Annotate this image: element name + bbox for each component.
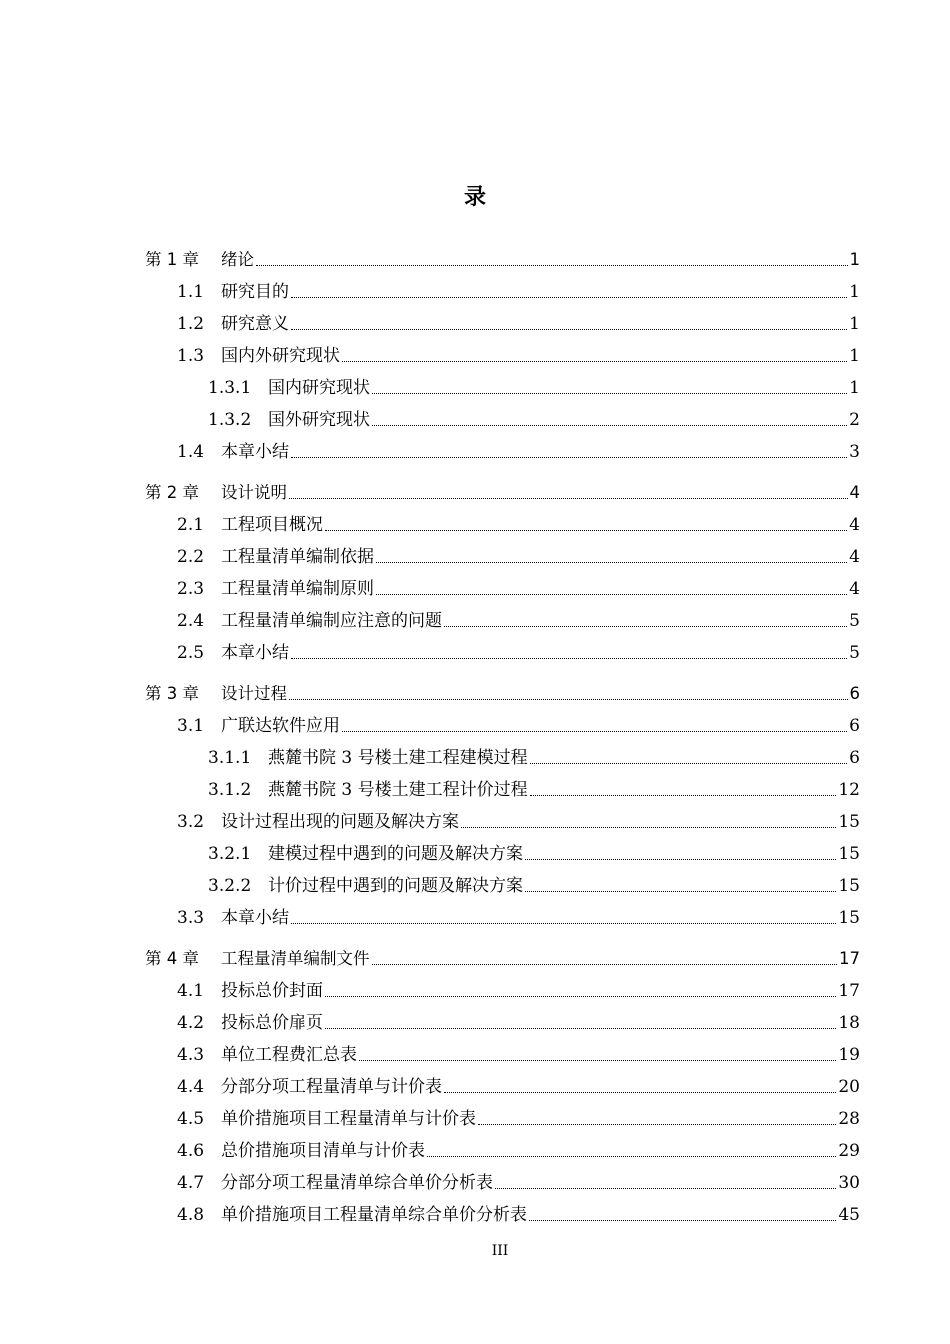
toc-entry-title: 绪论 xyxy=(221,250,254,269)
dot-leader xyxy=(289,498,848,499)
toc-entry-number: 第 3 章 xyxy=(145,684,199,703)
dot-leader xyxy=(291,457,847,458)
toc-entry-page: 6 xyxy=(849,748,860,768)
toc-entry-number: 第 2 章 xyxy=(145,483,199,502)
toc-entry-number: 2.4 xyxy=(177,611,205,631)
dot-leader xyxy=(325,530,847,531)
toc-entry-number: 4.4 xyxy=(177,1077,205,1097)
dot-leader xyxy=(359,1060,836,1061)
toc-entry-number: 4.1 xyxy=(177,981,205,1001)
toc-entry-page: 6 xyxy=(849,716,860,736)
toc-entry-page: 1 xyxy=(849,314,860,334)
toc-entry-number: 1.2 xyxy=(177,314,205,334)
dot-leader xyxy=(530,763,848,764)
toc-entry-number: 4.6 xyxy=(177,1141,205,1161)
toc-entry[interactable] xyxy=(177,546,860,568)
toc-entry[interactable] xyxy=(177,980,860,1002)
toc-entry-title: 国内外研究现状 xyxy=(221,346,340,366)
toc-entry-title: 设计过程出现的问题及解决方案 xyxy=(221,812,459,832)
toc-entry-title: 工程量清单编制应注意的问题 xyxy=(221,611,442,631)
toc-entry-number: 2.5 xyxy=(177,643,205,663)
toc-entry-number: 3.2.1 xyxy=(208,844,252,864)
toc-entry[interactable] xyxy=(177,1012,860,1034)
toc-entry-number: 4.5 xyxy=(177,1109,205,1129)
toc-entry-title: 单价措施项目工程量清单与计价表 xyxy=(221,1109,476,1129)
toc-entry[interactable] xyxy=(208,875,860,897)
toc-entry-number: 1.1 xyxy=(177,282,205,302)
toc-entry-title: 投标总价封面 xyxy=(221,981,323,1001)
dot-leader xyxy=(478,1124,836,1125)
dot-leader xyxy=(444,1092,836,1093)
toc-entry[interactable] xyxy=(177,811,860,833)
toc-entry-number: 2.2 xyxy=(177,547,205,567)
toc-entry-title: 工程量清单编制依据 xyxy=(221,547,374,567)
toc-entry-title: 国外研究现状 xyxy=(268,410,370,430)
toc-entry-title: 计价过程中遇到的问题及解决方案 xyxy=(268,876,523,896)
toc-entry[interactable] xyxy=(208,409,860,431)
toc-entry-number: 4.7 xyxy=(177,1173,205,1193)
toc-entry-title: 研究目的 xyxy=(221,282,289,302)
toc-entry-title: 燕麓书院 3 号楼土建工程建模过程 xyxy=(268,748,528,768)
toc-entry[interactable] xyxy=(208,747,860,769)
toc-entry-page: 1 xyxy=(849,346,860,366)
dot-leader xyxy=(427,1156,836,1157)
page-number: III xyxy=(491,1243,509,1259)
toc-entry[interactable] xyxy=(208,779,860,801)
dot-leader xyxy=(372,393,847,394)
toc-entry-title: 研究意义 xyxy=(221,314,289,334)
toc-entry-number: 1.3 xyxy=(177,346,205,366)
dot-leader xyxy=(291,923,836,924)
toc-entry[interactable] xyxy=(177,281,860,303)
toc-entry-title: 国内研究现状 xyxy=(268,378,370,398)
toc-entry-number: 第 4 章 xyxy=(145,949,199,968)
toc-entry-page: 4 xyxy=(849,483,860,502)
toc-entry[interactable] xyxy=(208,377,860,399)
toc-entry-number: 第 1 章 xyxy=(145,250,199,269)
toc-entry-page: 30 xyxy=(838,1173,860,1193)
toc-entry[interactable] xyxy=(145,948,860,970)
toc-entry-page: 15 xyxy=(838,876,860,896)
toc-entry[interactable] xyxy=(177,1044,860,1066)
toc-entry-page: 29 xyxy=(838,1141,860,1161)
toc-entry-page: 3 xyxy=(849,442,860,462)
toc-entry[interactable] xyxy=(177,1172,860,1194)
dot-leader xyxy=(256,265,848,266)
dot-leader xyxy=(291,329,847,330)
toc-entry[interactable] xyxy=(177,514,860,536)
toc-entry-page: 1 xyxy=(849,378,860,398)
toc-entry-title: 分部分项工程量清单与计价表 xyxy=(221,1077,442,1097)
toc-entry-page: 15 xyxy=(838,812,860,832)
toc-entry-number: 1.3.2 xyxy=(208,410,252,430)
toc-entry-title: 设计说明 xyxy=(221,483,287,502)
toc-entry-number: 2.3 xyxy=(177,579,205,599)
toc-entry-page: 4 xyxy=(849,515,860,535)
toc-entry-number: 3.2.2 xyxy=(208,876,252,896)
dot-leader xyxy=(525,859,836,860)
toc-entry[interactable] xyxy=(177,578,860,600)
toc-entry[interactable] xyxy=(177,345,860,367)
toc-entry[interactable] xyxy=(177,313,860,335)
toc-entry[interactable] xyxy=(145,482,860,504)
toc-entry-number: 3.1.2 xyxy=(208,780,252,800)
toc-entry-page: 12 xyxy=(838,780,860,800)
dot-leader xyxy=(291,658,847,659)
dot-leader xyxy=(529,1220,836,1221)
toc-entry-page: 6 xyxy=(849,684,860,703)
toc-entry[interactable] xyxy=(177,642,860,664)
toc-entry[interactable] xyxy=(145,249,860,271)
toc-entry-number: 3.3 xyxy=(177,908,205,928)
toc-entry-page: 1 xyxy=(849,282,860,302)
dot-leader xyxy=(372,425,847,426)
dot-leader xyxy=(325,1028,836,1029)
toc-entry-title: 工程项目概况 xyxy=(221,515,323,535)
toc-entry-page: 19 xyxy=(838,1045,860,1065)
toc-entry-number: 2.1 xyxy=(177,515,205,535)
dot-leader xyxy=(342,361,847,362)
toc-entry-page: 17 xyxy=(838,981,860,1001)
dot-leader xyxy=(291,297,847,298)
toc-entry[interactable] xyxy=(177,610,860,632)
toc-entry-title: 投标总价扉页 xyxy=(221,1013,323,1033)
dot-leader xyxy=(444,626,847,627)
dot-leader xyxy=(372,964,838,965)
dot-leader xyxy=(325,996,836,997)
toc-entry-number: 3.2 xyxy=(177,812,205,832)
toc-entry-number: 1.4 xyxy=(177,442,205,462)
toc-entry-title: 工程量清单编制文件 xyxy=(221,949,370,968)
toc-entry[interactable] xyxy=(177,907,860,929)
toc-entry[interactable] xyxy=(177,441,860,463)
toc-entry[interactable] xyxy=(177,1140,860,1162)
toc-entry-number: 1.3.1 xyxy=(208,378,252,398)
toc-entry-page: 4 xyxy=(849,579,860,599)
toc-entry-page: 28 xyxy=(838,1109,860,1129)
toc-entry-title: 广联达软件应用 xyxy=(221,716,340,736)
dot-leader xyxy=(525,891,836,892)
toc-entry-title: 设计过程 xyxy=(221,684,287,703)
toc-entry[interactable] xyxy=(208,843,860,865)
toc-entry-number: 4.2 xyxy=(177,1013,205,1033)
toc-entry-number: 4.3 xyxy=(177,1045,205,1065)
toc-entry-page: 4 xyxy=(849,547,860,567)
toc-entry-number: 4.8 xyxy=(177,1205,205,1225)
dot-leader xyxy=(342,731,847,732)
toc-entry-title: 燕麓书院 3 号楼土建工程计价过程 xyxy=(268,780,528,800)
dot-leader xyxy=(289,699,848,700)
toc-entry[interactable] xyxy=(177,1204,860,1226)
toc-entry-title: 单位工程费汇总表 xyxy=(221,1045,357,1065)
dot-leader xyxy=(376,594,847,595)
dot-leader xyxy=(376,562,847,563)
dot-leader xyxy=(495,1188,836,1189)
toc-entry-page: 18 xyxy=(838,1013,860,1033)
toc-entry[interactable] xyxy=(145,683,860,705)
toc-entry-page: 17 xyxy=(839,949,860,968)
dot-leader xyxy=(530,795,837,796)
toc-entry-title: 总价措施项目清单与计价表 xyxy=(221,1141,425,1161)
toc-entry[interactable] xyxy=(177,715,860,737)
toc-entry-page: 5 xyxy=(849,611,860,631)
toc-entry-title: 本章小结 xyxy=(221,643,289,663)
toc-entry[interactable] xyxy=(177,1108,860,1130)
toc-entry-page: 15 xyxy=(838,844,860,864)
toc-entry-number: 3.1.1 xyxy=(208,748,252,768)
toc-entry-page: 45 xyxy=(838,1205,860,1225)
dot-leader xyxy=(461,827,836,828)
toc-entry-page: 20 xyxy=(838,1077,860,1097)
toc-entry-page: 5 xyxy=(849,643,860,663)
toc-entry-page: 2 xyxy=(849,410,860,430)
toc-entry-title: 本章小结 xyxy=(221,908,289,928)
toc-entry-title: 本章小结 xyxy=(221,442,289,462)
toc-entry-title: 分部分项工程量清单综合单价分析表 xyxy=(221,1173,493,1193)
page-title: 录 xyxy=(463,185,486,210)
toc-entry-title: 建模过程中遇到的问题及解决方案 xyxy=(268,844,523,864)
toc-entry-page: 1 xyxy=(849,250,860,269)
toc-entry-title: 工程量清单编制原则 xyxy=(221,579,374,599)
toc-entry-title: 单价措施项目工程量清单综合单价分析表 xyxy=(221,1205,527,1225)
toc-entry[interactable] xyxy=(177,1076,860,1098)
toc-entry-number: 3.1 xyxy=(177,716,205,736)
toc-entry-page: 15 xyxy=(838,908,860,928)
